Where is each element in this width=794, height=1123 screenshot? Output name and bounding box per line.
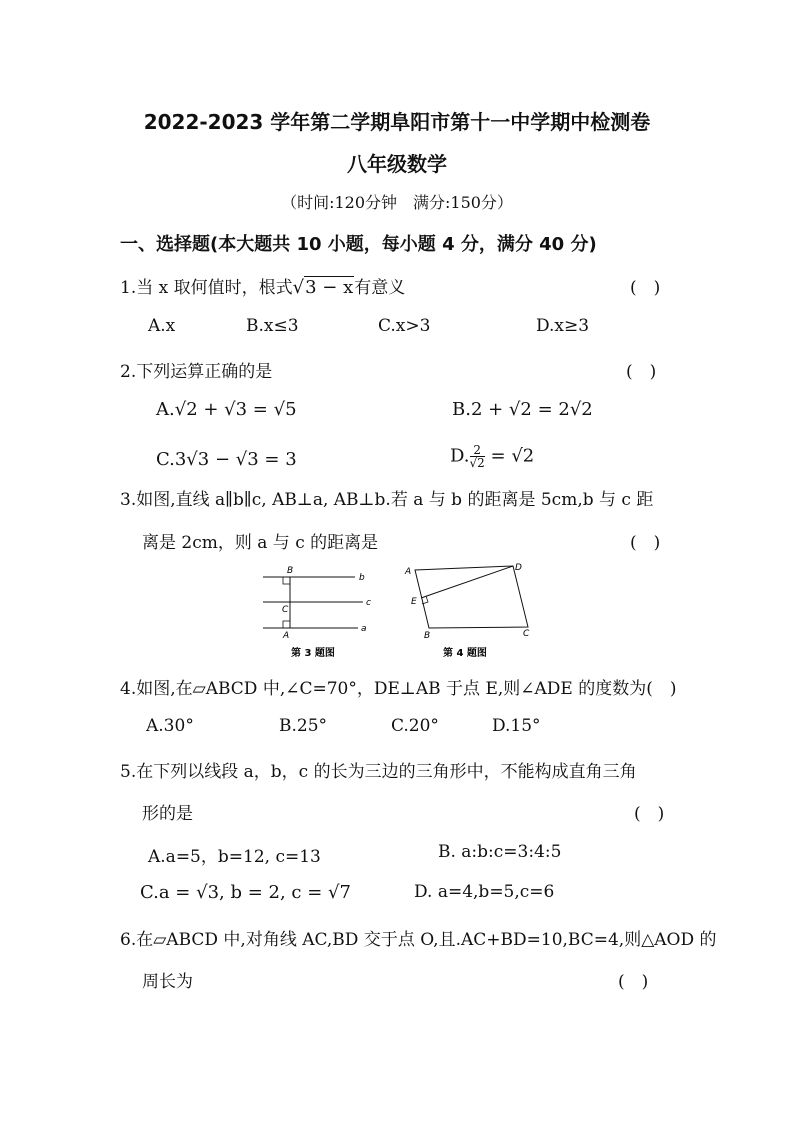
question-4: 4.如图,在▱ABCD 中,∠C=70°，DE⊥AB 于点 E,则∠ADE 的度数为( ) (120, 679, 677, 699)
figure-3 (263, 566, 371, 641)
q1-stem: 1.当 x 取何值时，根式 (120, 278, 293, 298)
subject-title: 八年级数学 (347, 152, 447, 176)
q2-option-a: A.√2 + √3 = √5 (156, 399, 297, 420)
q2-fraction: $\frac{2}{√2}$ (469, 443, 485, 470)
question-3-line-1: 3.如图,直线 a∥b∥c, AB⊥a, AB⊥b.若 a 与 b 的距离是 5cm,b 与 c 距 (120, 490, 654, 510)
q4-option-d: D.15° (492, 716, 541, 736)
q5-option-d: D. a=4,b=5,c=6 (414, 882, 555, 902)
q5-option-b: B. a:b:c=3:4:5 (438, 842, 562, 862)
parallelogram-abcd (415, 566, 528, 628)
answer-paren-q6: ( ) (618, 972, 649, 992)
q5-option-c: C.a = √3, b = 2, c = √7 (140, 882, 351, 903)
q4-option-a: A.30° (146, 716, 194, 736)
q1-stem-end: 有意义 (354, 278, 406, 298)
fig4-caption: 第 4 题图 (443, 648, 487, 659)
question-5-line-1: 5.在下列以线段 a，b，c 的长为三边的三角形中，不能构成直角三角 (120, 762, 637, 782)
answer-paren-q2: ( ) (626, 362, 657, 382)
right-angle-mark-b (283, 577, 290, 584)
q1-option-b: B.x≤3 (246, 316, 299, 336)
answer-paren-q5: ( ) (634, 804, 665, 824)
q5-option-a: A.a=5，b=12, c=13 (148, 847, 321, 867)
q2-option-b: B.2 + √2 = 2√2 (452, 399, 593, 420)
q1-option-a: A.x (148, 316, 176, 336)
q1-radical: √3 − x (292, 277, 354, 298)
fig4-label-B: B (424, 631, 431, 641)
question-5-line-2: 形的是 (142, 804, 193, 824)
q4-option-c: C.20° (391, 716, 439, 736)
fig3-label-A: A (283, 631, 290, 641)
figures-svg (255, 560, 545, 660)
fig4-label-D: D (515, 563, 522, 573)
fig4-label-C: C (523, 629, 530, 639)
answer-paren-q1: ( ) (630, 278, 661, 298)
q1-option-c: C.x>3 (378, 316, 431, 336)
q4-option-b: B.25° (279, 716, 328, 736)
question-6-line-1: 6.在▱ABCD 中,对角线 AC,BD 交于点 O,且.AC+BD=10,BC=4,则△AOD 的 (120, 930, 717, 950)
fig3-label-c: c (366, 598, 371, 608)
fig3-label-a: a (361, 624, 367, 634)
fig3-label-b: b (359, 573, 365, 583)
question-6-line-2: 周长为 (142, 972, 193, 992)
fig3-label-C: C (282, 605, 289, 615)
exam-meta: （时间:120分钟 满分:150分） (281, 193, 513, 212)
answer-paren-q3: ( ) (630, 533, 661, 553)
fig4-label-A: A (405, 567, 412, 577)
segment-de (421, 566, 513, 598)
fig4-label-E: E (411, 597, 417, 607)
right-angle-mark-a (283, 621, 290, 628)
question-2: 2.下列运算正确的是 (120, 362, 273, 382)
question-1 (120, 273, 405, 298)
exam-title: 2022-2023 学年第二学期阜阳市第十一中学期中检测卷 (143, 110, 651, 134)
section-heading: 一、选择题(本大题共 10 小题，每小题 4 分，满分 40 分) (120, 234, 597, 255)
q2-option-d: D. $\frac{2}{√2}$ = √2 (450, 443, 535, 470)
question-3-line-2: 离是 2cm，则 a 与 c 的距离是 (142, 533, 379, 553)
fig3-label-B: B (287, 566, 294, 576)
fig3-caption: 第 3 题图 (291, 648, 335, 659)
q2-option-c: C.3√3 − √3 = 3 (156, 449, 297, 470)
q1-option-d: D.x≥3 (536, 316, 590, 336)
figure-4 (404, 563, 530, 641)
